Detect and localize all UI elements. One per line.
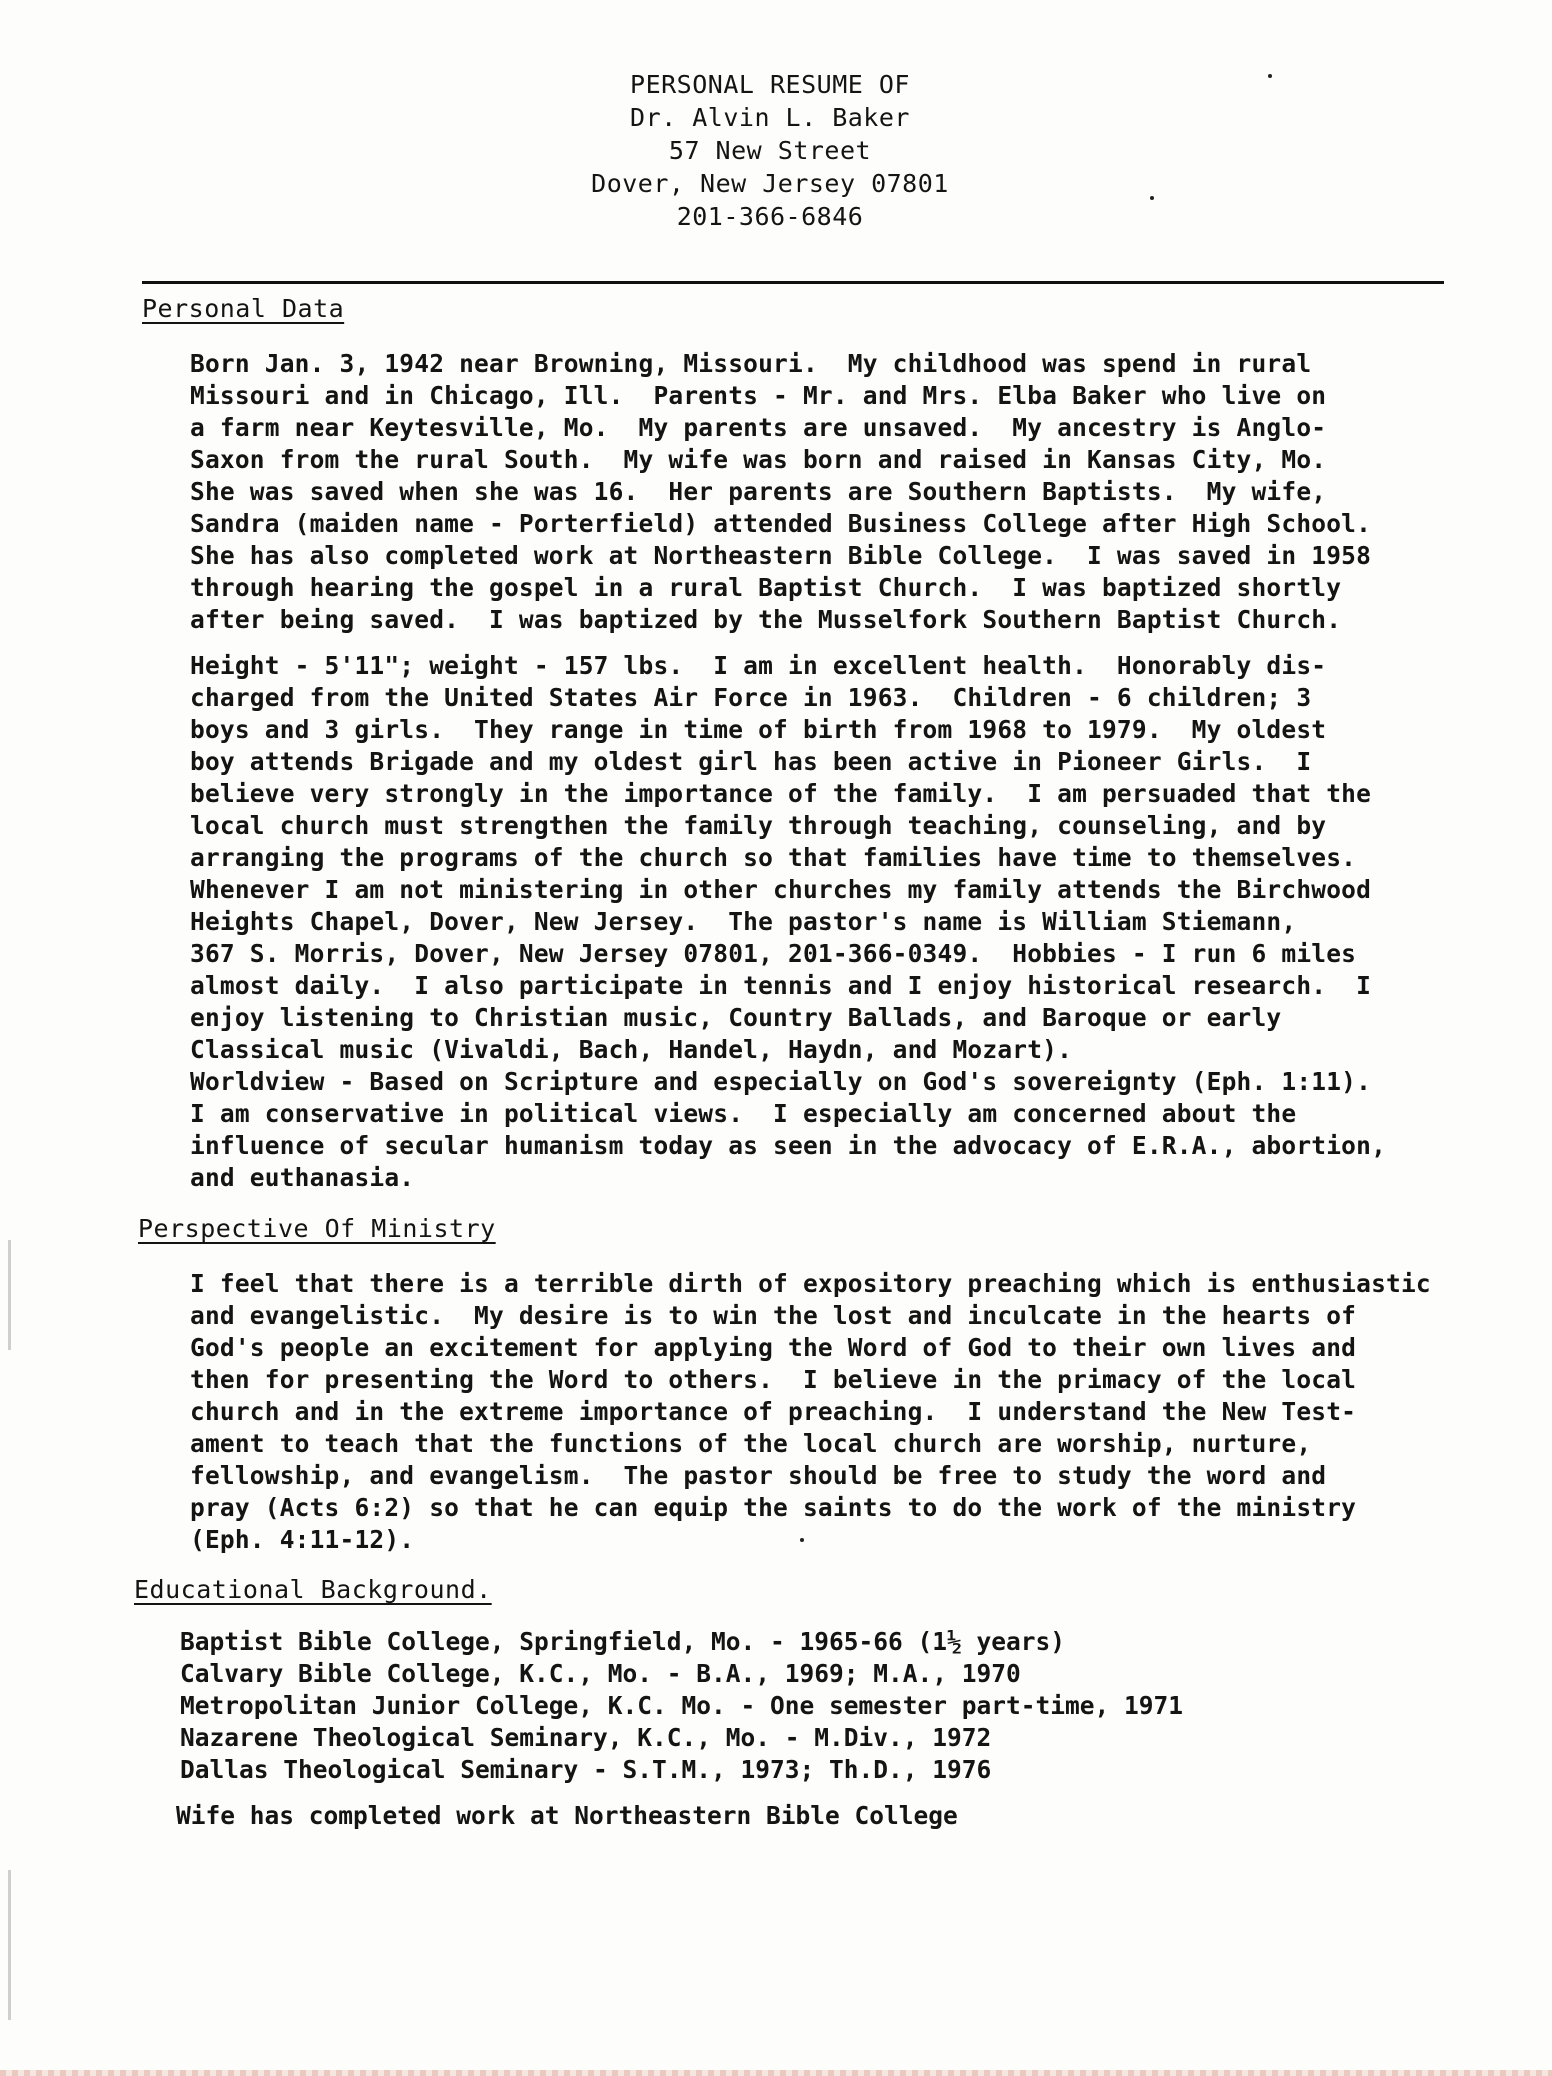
text-line: after being saved. I was baptized by the Musselfork Southern Baptist Church. — [190, 605, 1342, 634]
education-item: Baptist Bible College, Springfield, Mo. - 1965-66 (1½ years) — [180, 1627, 1066, 1656]
text-line: I feel that there is a terrible dirth of expository preaching which is enthusiastic — [190, 1269, 1431, 1298]
text-line: fellowship, and evangelism. The pastor should be free to study the word and — [190, 1461, 1327, 1490]
text-line: God's people an excitement for applying the Word of God to their own lives and — [190, 1333, 1357, 1362]
education-item: Calvary Bible College, K.C., Mo. - B.A., 1969; M.A., 1970 — [180, 1659, 1021, 1688]
personal-data-paragraph-2 — [190, 650, 1460, 1194]
resume-header — [420, 68, 1120, 233]
text-line: boys and 3 girls. They range in time of birth from 1968 to 1979. My oldest — [190, 715, 1327, 744]
header-name: Dr. Alvin L. Baker — [630, 103, 910, 132]
text-line: She was saved when she was 16. Her parents are Southern Baptists. My wife, — [190, 477, 1327, 506]
scan-margin-mark — [8, 1240, 11, 1350]
educational-background-heading: Educational Background. — [134, 1575, 492, 1604]
personal-data-heading: Personal Data — [142, 294, 345, 323]
text-line: pray (Acts 6:2) so that he can equip the saints to do the work of the ministry — [190, 1493, 1357, 1522]
wife-education-note: Wife has completed work at Northeastern Bible College — [176, 1801, 958, 1830]
text-line: through hearing the gospel in a rural Baptist Church. I was baptized shortly — [190, 573, 1342, 602]
education-item: Dallas Theological Seminary - S.T.M., 1973; Th.D., 1976 — [180, 1755, 992, 1784]
header-divider — [142, 281, 1444, 284]
text-line: Classical music (Vivaldi, Bach, Handel, Haydn, and Mozart). — [190, 1035, 1073, 1064]
header-title: PERSONAL RESUME OF — [630, 70, 910, 99]
education-note — [176, 1800, 1376, 1832]
header-phone: 201-366-6846 — [676, 202, 864, 231]
text-line: and evangelistic. My desire is to win the lost and inculcate in the hearts of — [190, 1301, 1357, 1330]
text-line: believe very strongly in the importance of the family. I am persuaded that the — [190, 779, 1372, 808]
education-list — [180, 1626, 1380, 1786]
text-line: 367 S. Morris, Dover, New Jersey 07801, 201-366-0349. Hobbies - I run 6 miles — [190, 939, 1357, 968]
education-item: Nazarene Theological Seminary, K.C., Mo. - M.Div., 1972 — [180, 1723, 992, 1752]
text-line: Born Jan. 3, 1942 near Browning, Missouri. My childhood was spend in rural — [190, 349, 1312, 378]
text-line: ament to teach that the functions of the local church are worship, nurture, — [190, 1429, 1312, 1458]
text-line: She has also completed work at Northeastern Bible College. I was saved in 1958 — [190, 541, 1372, 570]
text-line: a farm near Keytesville, Mo. My parents are unsaved. My ancestry is Anglo- — [190, 413, 1327, 442]
header-city: Dover, New Jersey 07801 — [591, 169, 949, 198]
education-item: Metropolitan Junior College, K.C. Mo. - One semester part-time, 1971 — [180, 1691, 1184, 1720]
text-line: charged from the United States Air Force in 1963. Children - 6 children; 3 — [190, 683, 1312, 712]
text-line: Missouri and in Chicago, Ill. Parents - Mr. and Mrs. Elba Baker who live on — [190, 381, 1327, 410]
text-line: enjoy listening to Christian music, Country Ballads, and Baroque or early — [190, 1003, 1282, 1032]
text-line: church and in the extreme importance of preaching. I understand the New Test- — [190, 1397, 1357, 1426]
text-line: Worldview - Based on Scripture and especially on God's sovereignty (Eph. 1:11). — [190, 1067, 1372, 1096]
text-line: and euthanasia. — [190, 1163, 415, 1192]
text-line: local church must strengthen the family through teaching, counseling, and by — [190, 811, 1327, 840]
paper-edge — [0, 2070, 1552, 2076]
header-street: 57 New Street — [668, 136, 872, 165]
text-line: Heights Chapel, Dover, New Jersey. The pastor's name is William Stiemann, — [190, 907, 1297, 936]
scan-margin-mark — [8, 1870, 11, 2020]
text-line: (Eph. 4:11-12). — [190, 1525, 415, 1554]
text-line: Sandra (maiden name - Porterfield) attended Business College after High School. — [190, 509, 1372, 538]
text-line: influence of secular humanism today as seen in the advocacy of E.R.A., abortion, — [190, 1131, 1387, 1160]
text-line: arranging the programs of the church so that families have time to themselves. — [190, 843, 1357, 872]
text-line: Height - 5'11"; weight - 157 lbs. I am in excellent health. Honorably dis- — [190, 651, 1327, 680]
scan-speck — [800, 1538, 804, 1542]
text-line: I am conservative in political views. I especially am concerned about the — [190, 1099, 1297, 1128]
text-line: boy attends Brigade and my oldest girl has been active in Pioneer Girls. I — [190, 747, 1312, 776]
personal-data-paragraph-1 — [190, 348, 1460, 636]
scan-speck — [1150, 196, 1154, 200]
perspective-of-ministry-heading: Perspective Of Ministry — [138, 1214, 496, 1243]
text-line: Saxon from the rural South. My wife was born and raised in Kansas City, Mo. — [190, 445, 1327, 474]
ministry-paragraph — [190, 1268, 1460, 1556]
text-line: then for presenting the Word to others. I believe in the primacy of the local — [190, 1365, 1357, 1394]
scan-speck — [1268, 74, 1272, 78]
text-line: almost daily. I also participate in tennis and I enjoy historical research. I — [190, 971, 1372, 1000]
text-line: Whenever I am not ministering in other churches my family attends the Birchwood — [190, 875, 1372, 904]
